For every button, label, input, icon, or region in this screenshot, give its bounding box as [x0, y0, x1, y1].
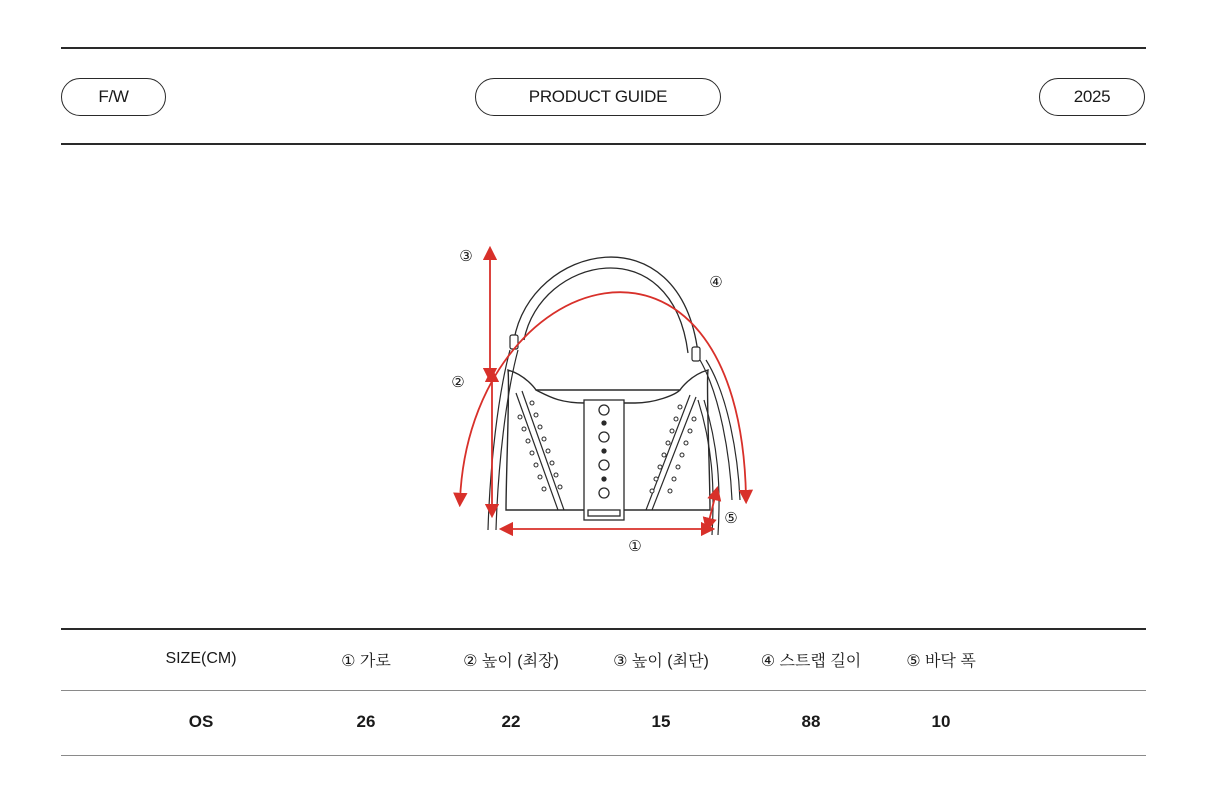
page-title: PRODUCT GUIDE [475, 78, 721, 116]
marker-5: ⑤ [724, 509, 738, 527]
year-badge: 2025 [1039, 78, 1145, 116]
marker-4: ④ [709, 273, 723, 291]
center-flap [584, 400, 624, 520]
cell-size: OS [188, 711, 214, 731]
cell-width: 26 [356, 711, 376, 731]
marker-2: ② [451, 373, 465, 391]
season-badge: F/W [61, 78, 166, 116]
bag-strap [514, 257, 698, 353]
header-bottom-rule [61, 143, 1146, 145]
cell-bottom-width: 10 [931, 711, 951, 731]
header-width: ① 가로 [341, 652, 391, 670]
header-height-min: ③ 높이 (최단) [613, 652, 709, 670]
cell-height-min: 15 [651, 711, 671, 731]
size-table [61, 628, 1146, 753]
header-size: SIZE(CM) [165, 650, 237, 667]
cell-height-max: 22 [501, 711, 521, 731]
top-rule [61, 47, 1146, 49]
table-header-row [61, 628, 1146, 690]
table-row [61, 690, 1146, 753]
header-bottom-width: ⑤ 바닥 폭 [906, 652, 976, 670]
strap-connectors [510, 335, 700, 361]
product-diagram [440, 225, 770, 570]
bag-illustration [440, 225, 770, 570]
marker-1: ① [628, 537, 642, 555]
marker-3: ③ [459, 247, 473, 265]
header-height-max: ② 높이 (최장) [463, 652, 559, 670]
header-strap-length: ④ 스트랩 길이 [760, 652, 862, 670]
cell-strap-length: 88 [801, 711, 821, 731]
table-bottom-rule [61, 755, 1146, 756]
